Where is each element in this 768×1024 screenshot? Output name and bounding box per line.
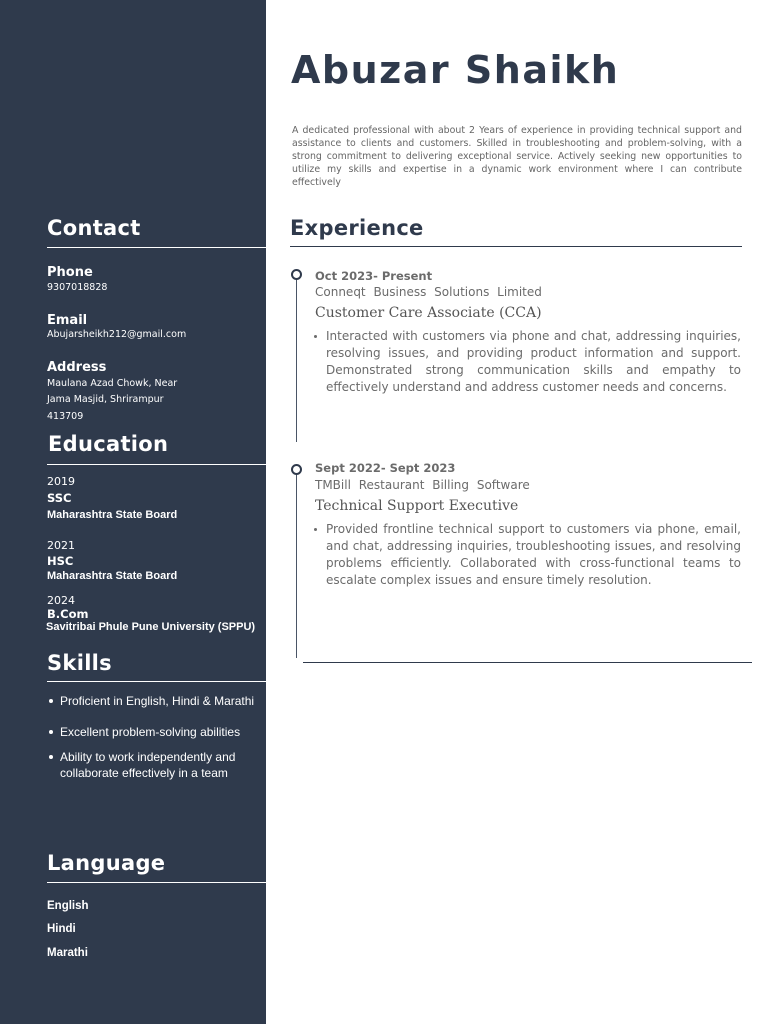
bullet-icon (314, 528, 317, 531)
language-heading: Language (47, 851, 166, 875)
candidate-name: Abuzar Shaikh (291, 48, 620, 92)
contact-heading: Contact (47, 216, 141, 240)
job-role: Customer Care Associate (CCA) (315, 305, 542, 321)
skills-heading: Skills (47, 651, 112, 675)
experience-end-divider (303, 662, 752, 663)
job-company: TMBill Restaurant Billing Software (315, 478, 530, 492)
education-divider (47, 464, 266, 465)
timeline-line (296, 474, 297, 658)
skill-item: Proficient in English, Hindi & Marathi (49, 693, 259, 709)
education-institution: Maharashtra State Board (47, 570, 178, 582)
timeline-line (296, 279, 297, 442)
bullet-icon (49, 730, 53, 734)
bullet-icon (49, 755, 53, 759)
education-year: 2024 (47, 594, 75, 607)
email-label: Email (47, 313, 88, 328)
address-line: Jama Masjid, Shrirampur (47, 394, 164, 405)
phone-value: 9307018828 (47, 282, 108, 293)
skill-item: Ability to work independently and collaborate effectively in a team (49, 749, 259, 781)
skill-item: Excellent problem-solving abilities (49, 724, 259, 740)
education-heading: Education (48, 432, 169, 456)
timeline-dot-icon (291, 269, 302, 280)
education-year: 2021 (47, 539, 75, 552)
job-description: Provided frontline technical support to customers via phone, email, and chat, addressing inquiries, troubleshooting issues, and resolving problems efficiently. Collaborated with cross-functional teams to escalate complex issues and ensure timely resolution. (326, 521, 741, 589)
job-date: Sept 2022- Sept 2023 (315, 461, 456, 475)
bullet-icon (314, 335, 317, 338)
phone-label: Phone (47, 265, 93, 280)
job-description: Interacted with customers via phone and chat, addressing inquiries, resolving issues, and providing product information and support. Demonstrated strong communication skills and empathy to effectively understand and address customer needs and concerns. (326, 328, 741, 396)
experience-heading: Experience (290, 216, 424, 240)
job-role: Technical Support Executive (315, 498, 519, 514)
language-item: Hindi (47, 923, 76, 935)
address-line: 413709 (47, 411, 84, 422)
email-value: Abujarsheikh212@gmail.com (47, 329, 187, 340)
language-item: Marathi (47, 947, 88, 959)
language-divider (47, 882, 266, 883)
education-degree: HSC (47, 554, 74, 568)
language-item: English (47, 900, 89, 912)
sidebar (0, 0, 266, 1024)
education-year: 2019 (47, 475, 75, 488)
timeline-dot-icon (291, 464, 302, 475)
education-degree: SSC (47, 491, 72, 505)
job-date: Oct 2023- Present (315, 269, 433, 283)
main-content (266, 0, 768, 1024)
education-institution: Maharashtra State Board (47, 509, 178, 521)
experience-divider (290, 246, 742, 247)
job-company: Conneqt Business Solutions Limited (315, 285, 542, 299)
bullet-icon (49, 699, 53, 703)
education-degree: B.Com (47, 607, 89, 621)
address-label: Address (47, 360, 107, 375)
education-institution: Savitribai Phule Pune University (SPPU) (46, 621, 256, 633)
profile-summary: A dedicated professional with about 2 Years of experience in providing technical support and assistance to clients and customers. Skilled in troubleshooting and problem-solving, with a strong commitment to delivering exceptional service. Actively seeking new opportunities to utilize my skills and expertise in a dynamic work environment where I can contribute effectively (292, 125, 742, 188)
address-line: Maulana Azad Chowk, Near (47, 378, 178, 389)
skills-divider (47, 681, 266, 682)
contact-divider (47, 247, 266, 248)
